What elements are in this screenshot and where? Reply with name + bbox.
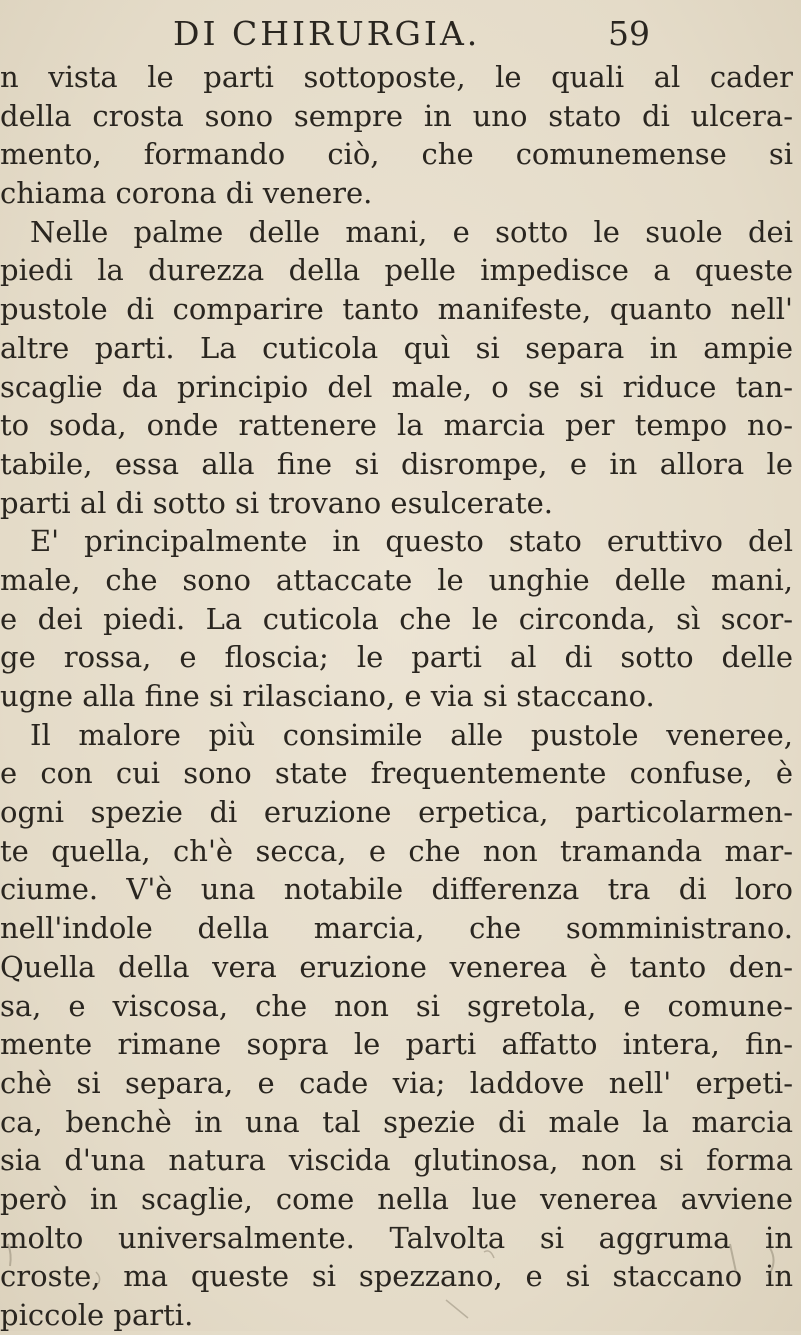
text-line: e dei piedi. La cuticola che le circonda, sì scor- xyxy=(0,601,793,636)
text-line: molto universalmente. Talvolta si aggruma in xyxy=(0,1220,793,1255)
paragraph-start-line: E' principalmente in questo stato eruttivo del xyxy=(30,524,793,559)
body-text xyxy=(0,58,801,1335)
text-line: croste, ma queste si spezzano, e si staccano in xyxy=(0,1259,793,1294)
text-line: to soda, onde rattenere la marcia per tempo no- xyxy=(0,408,793,443)
text-line: nell'indole della marcia, che somministrano. xyxy=(0,911,793,946)
show-through-marks xyxy=(0,1232,801,1322)
text-line: mento, formando ciò, che comunemense si xyxy=(0,137,793,172)
text-line: però in scaglie, come nella lue venerea avviene xyxy=(0,1181,793,1216)
text-line: n vista le parti sottoposte, le quali al cader xyxy=(0,60,793,94)
text-line: pustole di comparire tanto manifeste, quanto nell' xyxy=(0,292,793,327)
text-line: piccole parti. xyxy=(0,1298,194,1332)
text-line: parti al di sotto si trovano esulcerate. xyxy=(0,485,553,520)
text-line: sa, e viscosa, che non si sgretola, e comune- xyxy=(0,988,793,1023)
text-line: e con cui sono state frequentemente confuse, è xyxy=(0,756,793,791)
text-line: te quella, ch'è secca, e che non tramanda mar- xyxy=(0,833,793,868)
text-line: ugne alla fine si rilasciano, e via si staccano. xyxy=(0,679,655,713)
text-line: Quella della vera eruzione venerea è tanto den- xyxy=(0,949,793,984)
paragraph-start-line: Il malore più consimile alle pustole veneree, xyxy=(30,717,793,752)
paragraph-start-line: Nelle palme delle mani, e sotto le suole dei xyxy=(30,214,793,249)
text-line: mente rimane sopra le parti affatto intera, fin- xyxy=(0,1027,793,1062)
running-head: DI CHIRURGIA. xyxy=(173,14,481,53)
text-line: piedi la durezza della pelle impedisce a queste xyxy=(0,253,793,288)
text-line: altre parti. La cuticola quì si separa in ampie xyxy=(0,330,793,365)
text-line: tabile, essa alla fine si disrompe, e in allora le xyxy=(0,446,793,481)
text-line: sia d'una natura viscida glutinosa, non si forma xyxy=(0,1143,793,1178)
page-number: 59 xyxy=(608,14,650,53)
text-line: scaglie da principio del male, o se si riduce tan- xyxy=(0,369,793,404)
page-header xyxy=(0,14,801,64)
text-line: ca, benchè in una tal spezie di male la marcia xyxy=(0,1104,793,1139)
text-line: ge rossa, e floscia; le parti al di sotto delle xyxy=(0,640,793,675)
text-line: chiama corona di venere. xyxy=(0,176,373,211)
text-line: chè si separa, e cade via; laddove nell' erpeti- xyxy=(0,1065,793,1100)
text-line: male, che sono attaccate le unghie delle mani, xyxy=(0,562,793,597)
text-line: ogni spezie di eruzione erpetica, particolarmen- xyxy=(0,795,793,830)
text-line: ciume. V'è una notabile differenza tra di loro xyxy=(0,872,793,907)
text-line: della crosta sono sempre in uno stato di ulcera- xyxy=(0,98,793,133)
